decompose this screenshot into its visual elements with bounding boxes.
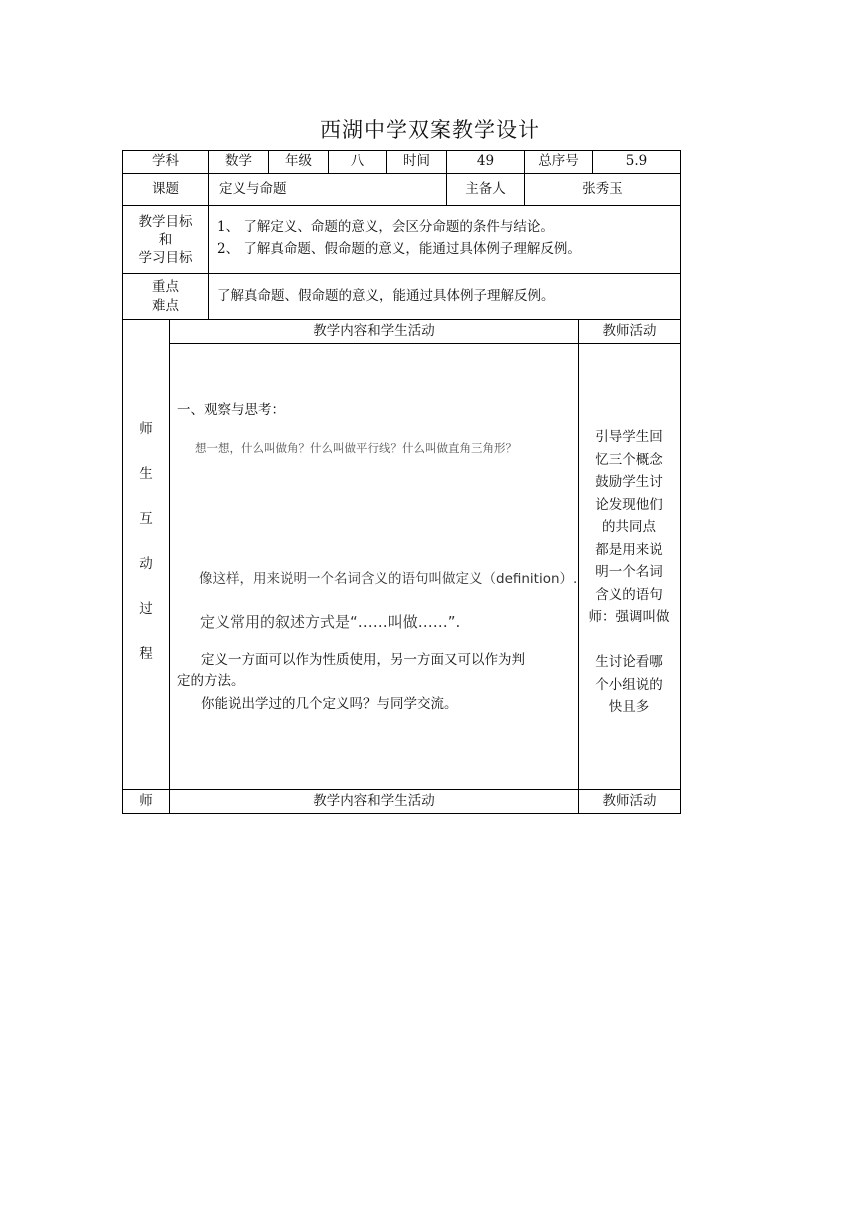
teacher-line: 的共同点 [602, 519, 656, 535]
footer-content-header: 教学内容和学生活动 [170, 790, 579, 814]
content-header: 教学内容和学生活动 [170, 320, 579, 344]
grade-label: 年级 [269, 150, 329, 174]
time-label: 时间 [387, 150, 447, 174]
table-row-info [122, 150, 648, 174]
section-title: 一、观察与思考： [177, 402, 285, 418]
table-row-footer [122, 790, 657, 814]
key-points-label [123, 274, 209, 320]
preparer-value: 张秀玉 [525, 174, 681, 206]
side-char: 动 [139, 556, 153, 572]
goal-item-1: 1、 了解定义、命题的意义，会区分命题的条件与结论。 [217, 219, 554, 235]
side-char: 师 [139, 421, 153, 437]
teacher-line: 忆三个概念 [595, 451, 663, 468]
teacher-line-blank [579, 629, 679, 652]
subject-value: 数学 [209, 150, 269, 174]
definition-form: 定义常用的叙述方式是“……叫做……”. [200, 613, 461, 631]
preparer-label: 主备人 [447, 174, 525, 206]
total-label: 总序号 [525, 150, 593, 174]
table-row-key-points [122, 274, 555, 320]
teacher-line: 都是用来说 [595, 541, 663, 558]
topic-value: 定义与命题 [209, 174, 447, 206]
page-title: 西湖中学双案教学设计 [320, 118, 540, 142]
goals-label [123, 206, 209, 274]
grade-value: 八 [329, 150, 387, 174]
teacher-line: 明一个名词 [595, 564, 663, 580]
total-value: 5.9 [593, 150, 681, 174]
side-char: 程 [139, 646, 153, 662]
paragraph-1a: 定义一方面可以作为性质使用，另一方面又可以作为判 [201, 652, 525, 668]
question-text: 想一想，什么叫做角？什么叫做平行线？什么叫做直角三角形？ [195, 441, 517, 455]
teacher-line: 师：强调叫做 [588, 609, 670, 625]
goal-item-2: 2、 了解真命题、假命题的意义，能通过具体例子理解反例。 [217, 241, 581, 257]
teacher-line: 论发现他们 [595, 496, 663, 513]
definition-line: 像这样，用来说明一个名词含义的语句叫做定义（definition）. [199, 571, 578, 587]
key-label-line2: 难点 [152, 297, 179, 314]
time-value: 49 [447, 150, 525, 174]
topic-label: 课题 [123, 174, 209, 206]
paragraph-2: 你能说出学过的几个定义吗？与同学交流。 [201, 696, 458, 712]
side-char: 互 [139, 511, 153, 527]
teacher-line: 含义的语句 [595, 586, 663, 603]
key-label-line1: 重点 [152, 278, 179, 295]
footer-teacher-header: 教师活动 [579, 790, 681, 814]
table-row-topic [122, 174, 623, 206]
table-row-goals [122, 206, 581, 274]
teacher-line: 生讨论看哪 [595, 654, 663, 670]
subject-label: 学科 [123, 150, 209, 174]
teacher-line: 引导学生回 [595, 429, 663, 445]
teacher-line: 快且多 [608, 699, 650, 715]
teacher-activity [579, 426, 679, 719]
goals-label-line2: 和 [158, 231, 173, 248]
goals-content [209, 206, 681, 274]
key-points-value: 了解真命题、假命题的意义，能通过具体例子理解反例。 [209, 274, 681, 320]
goals-label-line3: 学习目标 [138, 249, 193, 266]
teacher-line: 个小组说的 [595, 676, 663, 693]
paragraph-1b: 定的方法。 [177, 673, 245, 689]
footer-side-label: 师 [123, 790, 170, 814]
side-char: 过 [139, 601, 153, 617]
process-side-label [123, 320, 170, 790]
goals-label-line1: 教学目标 [138, 213, 193, 230]
teacher-header: 教师活动 [579, 320, 681, 344]
side-char: 生 [139, 466, 153, 482]
teacher-line: 鼓励学生讨 [595, 474, 663, 490]
